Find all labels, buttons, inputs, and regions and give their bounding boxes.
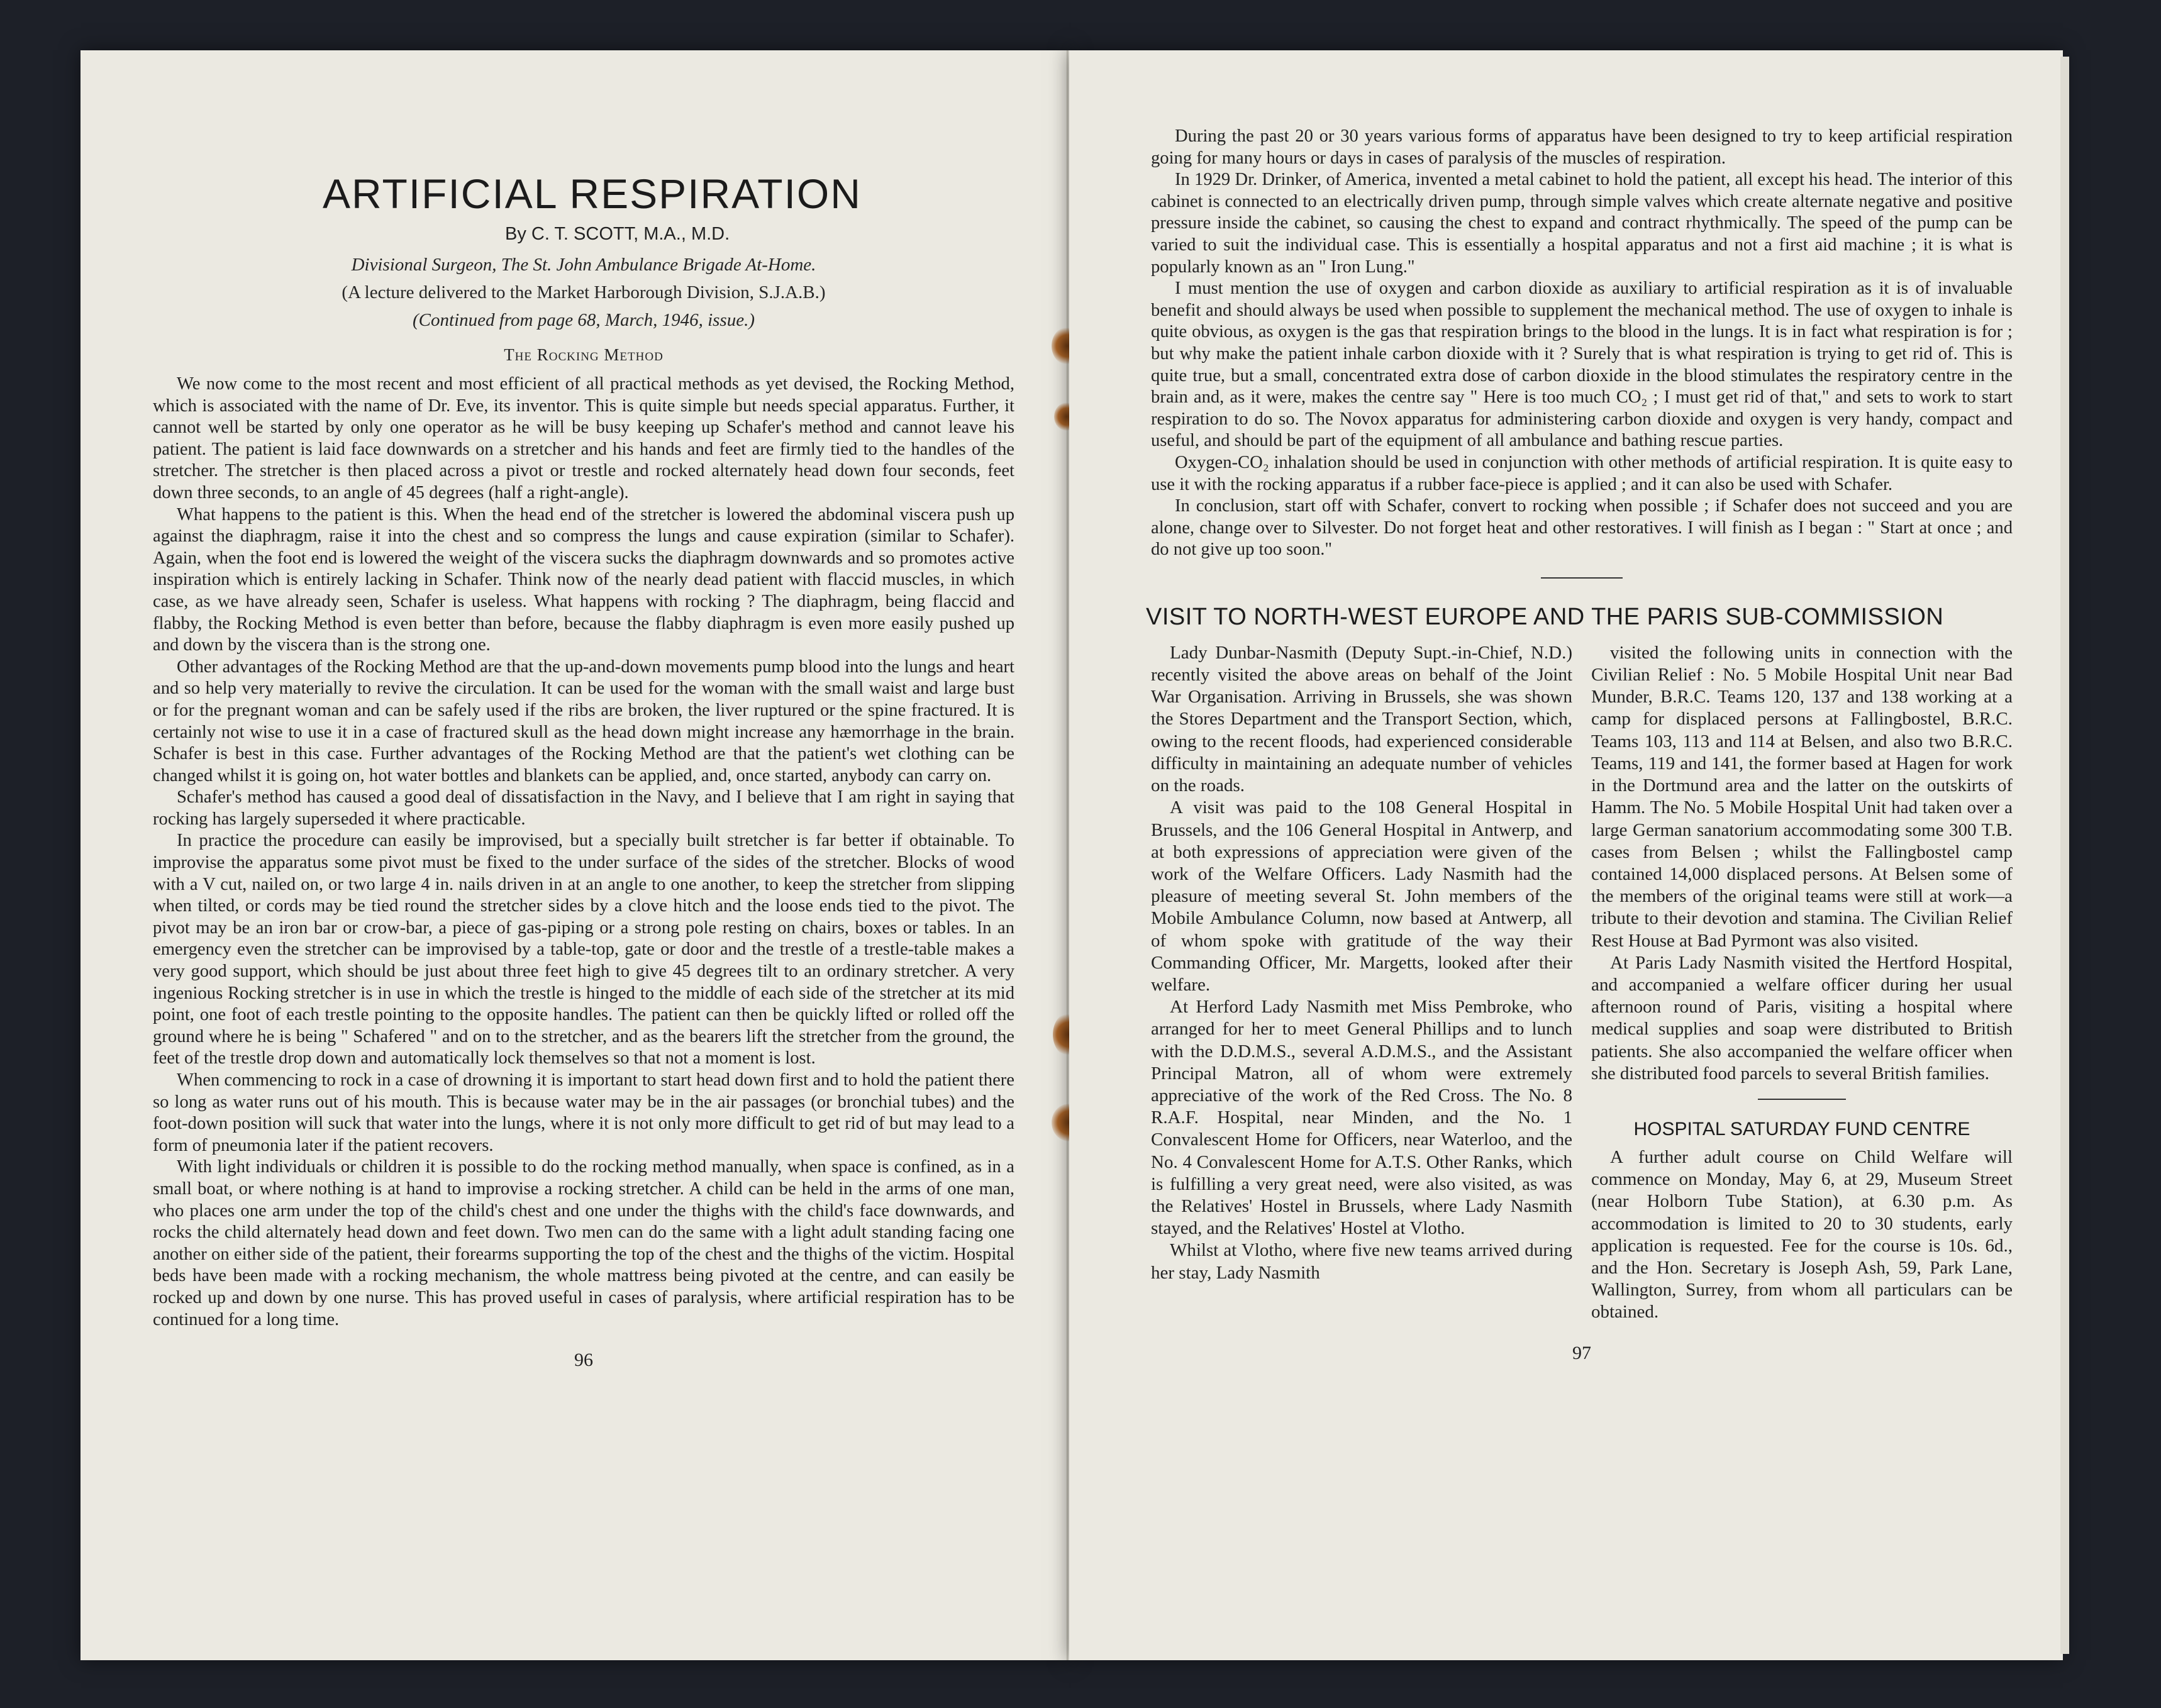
article-body — [153, 374, 1014, 1331]
continued-note: (Continued from page 68, March, 1946, issue.) — [413, 310, 755, 330]
article-continuation — [1151, 126, 2013, 561]
author-byline: By C. T. SCOTT, M.A., M.D. — [505, 224, 730, 244]
left-page — [81, 50, 1071, 1660]
author-role: Divisional Surgeon, The St. John Ambulance Brigade At-Home. — [351, 255, 816, 275]
paragraph: Other advantages of the Rocking Method are that the up-and-down movements pump blood into the lungs and heart and so help very materially to revive the circulation. It can be used for the woman with the small waist and large bust or for the pregnant woman and can be safely used if the ribs are broken, the liver ruptured or the spine fractured. It is certainly not wise to use it in a case of fractured skull as the head down might increase any hæmorrhage in the brain. Schafer is best in this case. Further advantages of the Rocking Method are that the patient's wet clothing can be changed whilst it is going on, hot water bottles and blankets can be applied, and, once started, anybody can carry on. — [153, 657, 1014, 785]
page-number: 96 — [574, 1350, 593, 1371]
paragraph: Schafer's method has caused a good deal of dissatisfaction in the Navy, and I believe that I am right in saying that rocking has largely superseded it where practicable. — [153, 787, 1014, 829]
article-title: ARTIFICIAL RESPIRATION — [323, 170, 862, 217]
visit-article-title: VISIT TO NORTH-WEST EUROPE AND THE PARIS SUB-COMMISSION — [1146, 603, 1944, 630]
paragraph: When commencing to rock in a case of drowning it is important to start head down first and to hold the patient there so long as water runs out of his mouth. This is because water may be in the air passages (or bronchial tubes) and the foot-down position will suck that water into the lungs, where it is not only more difficult to get rid of but may lead to a form of pneumonia later if the patient recovers. — [153, 1070, 1014, 1155]
paragraph: We now come to the most recent and most efficient of all practical methods as yet devised, the Rocking Method, which is associated with the name of Dr. Eve, its inventor. This is quite simple but needs special apparatus. Further, it cannot well be started by only one operator as he will be busy keeping up Schafer's method and cannot leave his patient. The patient is laid face downwards on a stretcher and his hands and feet are firmly tied to the handles of the stretcher. The stretcher is then placed across a pivot or trestle and rocked alternately head down four seconds, feet down three seconds, to an angle of 45 degrees (half a right-angle). — [153, 374, 1014, 502]
section-heading: The Rocking Method — [504, 345, 664, 364]
paragraph: I must mention the use of oxygen and carbon dioxide as auxiliary to artificial respiration as it is of invaluable benefit and should always be used when possible to supplement the mechanical method. The use of oxygen to inhale is quite obvious, as oxygen is the gas that respiration brings to the blood in the lungs. It is in fact what respiration is for ; but why make the patient inhale carbon dioxide with it ? Surely that is what respiration is trying to get rid of. This is quite true, but a small, concentrated extra dose of carbon dioxide in the blood stimulates the respiratory centre in the brain and, as it were, makes the centre say " Here is too much CO₂ ; I must get rid of that," and sets to work to start respiration to do so. The Novox apparatus for administering carbon dioxide and oxygen is very handy, compact and useful, and should be part of the equipment of all ambulance and bathing rescue parties. — [1151, 279, 2013, 451]
paragraph: With light individuals or children it is possible to do the rocking method manually, when space is confined, as in a small boat, or where nothing is at hand to improvise a rocking stretcher. A child can be held in the arms of one man, who places one arm under the top of the child's chest and one under the thighs with the child's face downwards, and rocks the child alternately head down and feet down. Two men can do the same with a light adult standing facing one another on either side of the patient, their forearms supporting the top of the chest and the thighs of the victim. Hospital beds have been made with a rocking mechanism, the whole mattress being pivoted at the centre, and can easily be rocked up and down by one nurse. This has proved useful in cases of paralysis, where artificial respiration has to be continued for a long time. — [153, 1157, 1014, 1329]
paragraph: In conclusion, start off with Schafer, convert to rocking when possible ; if Schafer does not succeed and you are alone, change over to Silvester. Do not forget heat and other restoratives. I will finish as I began : " Start at once ; and do not give up too soon." — [1151, 496, 2013, 560]
paragraph: A visit was paid to the 108 General Hospital in Brussels, and the 106 General Hospital in Antwerp, and at both expressions of appreciation were given of the work of the Welfare Officers. Lady Nasmith had the pleasure of meeting several St. John members of the Mobile Ambulance Column, now based at Antwerp, all of whom spoke with gratitude of the way their Commanding Officer, Mr. Margetts, looked after their welfare. — [1151, 797, 1572, 995]
paragraph: In 1929 Dr. Drinker, of America, invented a metal cabinet to hold the patient, all except his head. The interior of this cabinet is connected to an electrically driven pump, through simple valves which create alternate negative and positive pressure inside the cabinet, so causing the chest to expand and contract rhythmically. The speed of the pump can be varied to suit the individual case. This is essentially a hospital apparatus and not a first aid machine ; it is what is popularly known as an " Iron Lung." — [1151, 170, 2013, 277]
right-page — [1069, 50, 2063, 1660]
visit-article-columns — [1151, 642, 2013, 1324]
divider-rule — [1541, 577, 1623, 579]
divider-rule — [1758, 1099, 1846, 1100]
paragraph: Whilst at Vlotho, where five new teams arrived during her stay, Lady Nasmith — [1151, 1240, 1572, 1283]
paragraph: visited the following units in connection with the Civilian Relief : No. 5 Mobile Hospital Unit near Bad Munder, B.R.C. Teams 120, 137 and 138 working at a camp for displaced persons at Fallingbostel, B.R.C. Teams 103, 113 and 114 at Belsen, and also two B.R.C. Teams, 119 and 141, the former based at Hagen for work in the Dortmund area and the latter on the outskirts of Hamm. The No. 5 Mobile Hospital Unit had taken over a large German sanatorium accommodating some 300 T.B. cases from Belsen ; whilst the Fallingbostel camp contained 14,000 displaced persons. At Belsen some of the members of the original teams were still at work—a tribute to their devotion and stamina. The Civilian Relief Rest House at Bad Pyrmont was also visited. — [1591, 642, 2013, 951]
column-right — [1591, 642, 2013, 1324]
page-number: 97 — [1572, 1342, 1591, 1363]
paragraph: What happens to the patient is this. When the head end of the stretcher is lowered the abdominal viscera push up against the diaphragm, raise it into the chest and so compress the lungs and cause expiration (similar to Schafer). Again, when the foot end is lowered the weight of the viscera sucks the diaphragm downwards and so promotes active inspiration which is entirely lacking in Schafer. Think now of the nearly dead patient with flaccid muscles, in which case, as we have already seen, Schafer is useless. What happens with rocking ? The diaphragm, being flaccid and flabby, the Rocking Method is even better than before, because the flabby diaphragm is even more easily pushed up and down by the viscera than is the strong one. — [153, 504, 1014, 655]
paragraph: At Herford Lady Nasmith met Miss Pembroke, who arranged for her to meet General Phillips and to lunch with the D.D.M.S., several A.D.M.S., and the Assistant Principal Matron, all of whom were extremely appreciative of the work of the Red Cross. The No. 8 R.A.F. Hospital, near Minden, and the No. 1 Convalescent Home for Officers, near Waterloo, and the No. 4 Convalescent Home for A.T.S. Other Ranks, which is fulfilling a very great need, were also visited, as was the Relatives' Hostel in Brussels, where Lady Nasmith stayed, and the Relatives' Hostel at Vlotho. — [1151, 997, 1572, 1239]
notice-text: A further adult course on Child Welfare will commence on Monday, May 6, at 29, Museum Street (near Holborn Tube Station), at 6.30 p.m. As accommodation is limited to 20 to 30 students, early application is requested. Fee for the course is 10s. 6d., and the Hon. Secretary is Joseph Ash, 59, Park Lane, Wallington, Surrey, from whom all particulars can be obtained. — [1591, 1146, 2013, 1323]
paragraph: Oxygen-CO₂ inhalation should be used in conjunction with other methods of artificial respiration. It is quite easy to use it with the rocking apparatus if a rubber face-piece is applied ; and it can also be used with Schafer. — [1151, 452, 2013, 494]
paragraph: At Paris Lady Nasmith visited the Hertford Hospital, and accompanied a welfare officer during her usual afternoon round of Paris, visiting a hospital where medical supplies and soap were distributed to British patients. She also accompanied the welfare officer when she distributed food parcels to several British families. — [1591, 952, 2013, 1084]
column-left — [1151, 642, 1572, 1324]
paragraph: In practice the procedure can easily be improvised, but a specially built stretcher is far better if obtainable. To improvise the apparatus some pivot must be fixed to the under surface of the sides of the stretcher. Blocks of wood with a V cut, nailed on, or two large 4 in. nails driven in at an angle to one another, to keep the stretcher from slipping when tilted, or cords may be tied round the stretcher sides by a clove hitch and the loose ends tied to the pivot. The pivot may be an iron bar or crow-bar, a piece of gas-piping or a strong pole resting on chairs, boxes or tables. In an emergency even the stretcher can be improvised by a table-top, gate or door and the trestle of a trestle-table makes a very good support, which should be just about three feet high to give 45 degrees tilt to an ordinary stretcher. A very ingenious Rocking stretcher is in use in which the trestle is hinged to the middle of each side of the stretcher at its mid point, one foot of each trestle pointing to the opposite handles. The patient can then be quickly lifted or rolled off the ground where he is being " Schafered " and on to the stretcher, and as the bearers lift the stretcher from the ground, the feet of the trestle drop down and automatically lock themselves so that not a moment is lost. — [153, 831, 1014, 1068]
lecture-note: (A lecture delivered to the Market Harborough Division, S.J.A.B.) — [342, 282, 826, 302]
notice-title: HOSPITAL SATURDAY FUND CENTRE — [1633, 1118, 1970, 1140]
paragraph: Lady Dunbar-Nasmith (Deputy Supt.-in-Chief, N.D.) recently visited the above areas on behalf of the Joint War Organisation. Arriving in Brussels, she was shown the Stores Department and the Transport Section, which, owing to the recent floods, had experienced considerable difficulty in maintaining an adequate number of vehicles on the roads. — [1151, 642, 1572, 796]
paragraph: During the past 20 or 30 years various forms of apparatus have been designed to try to keep artificial respiration going for many hours or days in cases of paralysis of the muscles of respiration. — [1151, 126, 2013, 168]
